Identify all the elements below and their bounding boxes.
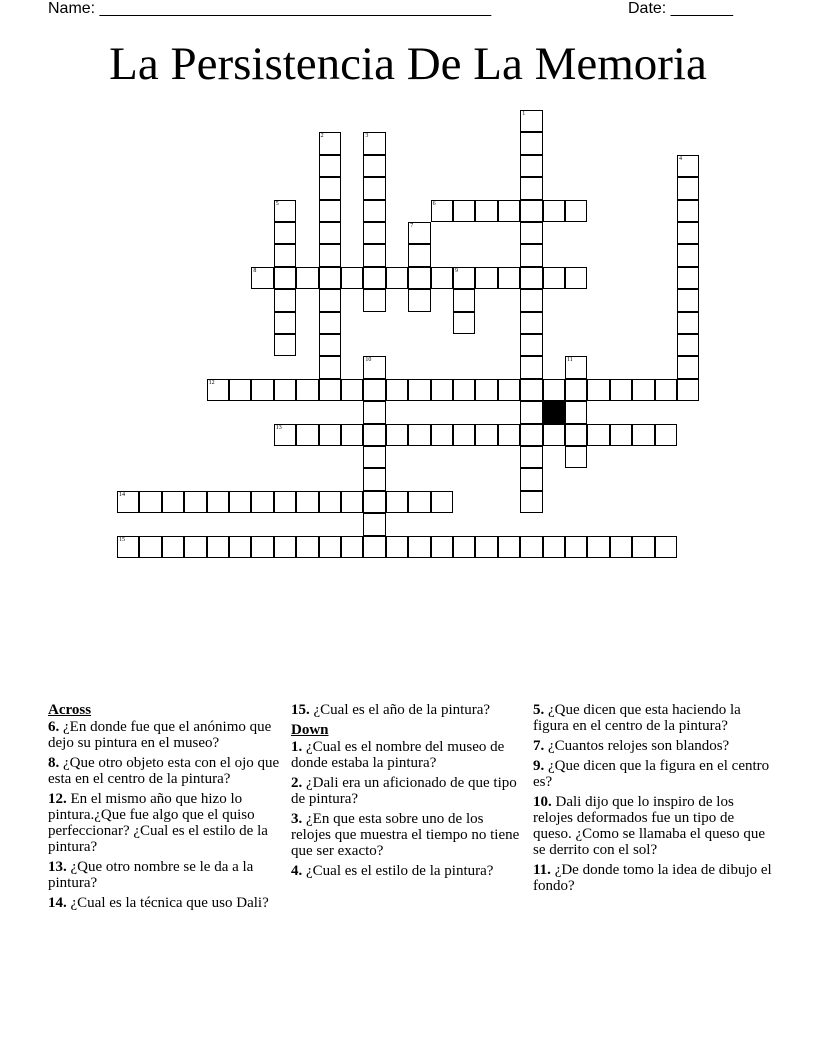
clue-text: ¿Cual es la técnica que uso Dali? <box>70 895 269 911</box>
crossword-cell[interactable] <box>655 536 677 558</box>
crossword-cell[interactable] <box>520 110 542 132</box>
name-field[interactable]: Name: ____________________________________________ <box>48 0 492 17</box>
crossword-cell[interactable] <box>431 267 453 289</box>
page-title: La Persistencia De La Memoria <box>109 38 707 90</box>
crossword-cell[interactable] <box>207 536 229 558</box>
crossword-cell[interactable] <box>274 267 296 289</box>
crossword-cell[interactable] <box>655 424 677 446</box>
crossword-cell[interactable] <box>341 536 363 558</box>
crossword-cell[interactable] <box>632 424 654 446</box>
crossword-cell[interactable] <box>520 267 542 289</box>
clue-number: 3. <box>291 811 303 827</box>
crossword-cell[interactable] <box>319 267 341 289</box>
cell-number: 13 <box>275 424 282 431</box>
crossword-black-square <box>543 401 565 423</box>
crossword-cell[interactable] <box>207 491 229 513</box>
crossword-cell[interactable] <box>274 536 296 558</box>
crossword-cell[interactable] <box>520 379 542 401</box>
crossword-cell[interactable] <box>520 155 542 177</box>
crossword-cell[interactable] <box>408 491 430 513</box>
clue-text: ¿Que dicen que la figura en el centro es? <box>533 758 770 790</box>
crossword-cell[interactable] <box>610 424 632 446</box>
clue-text: ¿Cual es el año de la pintura? <box>313 702 491 718</box>
crossword-cell[interactable] <box>520 468 542 490</box>
clue-across-13 <box>48 859 280 891</box>
crossword-cell[interactable] <box>453 200 475 222</box>
crossword-cell[interactable] <box>453 289 475 311</box>
crossword-cell[interactable] <box>520 244 542 266</box>
crossword-cell[interactable] <box>587 536 609 558</box>
crossword-cell[interactable] <box>274 379 296 401</box>
crossword-cell[interactable] <box>431 200 453 222</box>
crossword-cell[interactable] <box>363 468 385 490</box>
crossword-cell[interactable] <box>408 244 430 266</box>
crossword-cell[interactable] <box>520 491 542 513</box>
crossword-cell[interactable] <box>162 536 184 558</box>
clue-down-9 <box>533 758 773 790</box>
crossword-cell[interactable] <box>587 379 609 401</box>
crossword-cell[interactable] <box>498 424 520 446</box>
crossword-cell[interactable] <box>565 536 587 558</box>
crossword-cell[interactable] <box>431 536 453 558</box>
across-heading: Across <box>48 702 92 718</box>
crossword-cell[interactable] <box>386 424 408 446</box>
crossword-cell[interactable] <box>274 312 296 334</box>
clue-number: 7. <box>533 738 545 754</box>
crossword-cell[interactable] <box>139 491 161 513</box>
crossword-cell[interactable] <box>296 491 318 513</box>
crossword-cell[interactable] <box>677 155 699 177</box>
crossword-cell[interactable] <box>229 536 251 558</box>
crossword-cell[interactable] <box>274 334 296 356</box>
clue-text: ¿Que otro objeto esta con el ojo que esta en el centro de la pintura? <box>48 755 280 787</box>
clue-down-5 <box>533 702 773 734</box>
crossword-cell[interactable] <box>319 491 341 513</box>
crossword-cell[interactable] <box>363 222 385 244</box>
crossword-cell[interactable] <box>520 289 542 311</box>
crossword-cell[interactable] <box>498 536 520 558</box>
crossword-cell[interactable] <box>386 536 408 558</box>
clues-column-2 <box>291 702 523 883</box>
crossword-cell[interactable] <box>475 267 497 289</box>
crossword-cell[interactable] <box>408 289 430 311</box>
cell-number: 15 <box>119 536 125 543</box>
clue-text: ¿Que dicen que esta haciendo la figura en el centro de la pintura? <box>533 702 741 734</box>
crossword-cell[interactable] <box>610 379 632 401</box>
crossword-cell[interactable] <box>408 222 430 244</box>
crossword-cell[interactable] <box>341 379 363 401</box>
crossword-cell[interactable] <box>453 267 475 289</box>
crossword-cell[interactable] <box>296 379 318 401</box>
crossword-cell[interactable] <box>677 222 699 244</box>
crossword-cell[interactable] <box>363 401 385 423</box>
crossword-cell[interactable] <box>565 446 587 468</box>
crossword-cell[interactable] <box>251 267 273 289</box>
crossword-cell[interactable] <box>341 267 363 289</box>
crossword-cell[interactable] <box>363 513 385 535</box>
crossword-grid <box>117 110 699 558</box>
crossword-cell[interactable] <box>274 222 296 244</box>
clue-down-10 <box>533 794 773 858</box>
crossword-cell[interactable] <box>296 267 318 289</box>
crossword-cell[interactable] <box>319 356 341 378</box>
crossword-cell[interactable] <box>341 424 363 446</box>
crossword-cell[interactable] <box>319 177 341 199</box>
crossword-cell[interactable] <box>319 379 341 401</box>
crossword-cell[interactable] <box>498 200 520 222</box>
clue-down-3 <box>291 811 523 859</box>
crossword-cell[interactable] <box>453 379 475 401</box>
clue-across-12 <box>48 791 280 855</box>
down-heading: Down <box>291 722 329 738</box>
crossword-cell[interactable] <box>453 536 475 558</box>
crossword-cell[interactable] <box>565 200 587 222</box>
clue-across-14 <box>48 895 280 911</box>
crossword-cell[interactable] <box>677 177 699 199</box>
clue-down-2 <box>291 775 523 807</box>
crossword-cell[interactable] <box>587 424 609 446</box>
clue-across-15 <box>291 702 523 718</box>
crossword-cell[interactable] <box>565 401 587 423</box>
clue-text: ¿Cual es el estilo de la pintura? <box>306 863 494 879</box>
crossword-cell[interactable] <box>677 289 699 311</box>
crossword-cell[interactable] <box>319 334 341 356</box>
crossword-cell[interactable] <box>408 424 430 446</box>
crossword-cell[interactable] <box>319 132 341 154</box>
crossword-cell[interactable] <box>520 312 542 334</box>
crossword-cell[interactable] <box>319 424 341 446</box>
cell-number: 3 <box>365 133 369 140</box>
crossword-cell[interactable] <box>251 536 273 558</box>
cell-number: 4 <box>679 155 682 162</box>
crossword-cell[interactable] <box>453 424 475 446</box>
cell-number: 1 <box>522 111 526 117</box>
crossword-cell[interactable] <box>363 267 385 289</box>
crossword-cell[interactable] <box>386 267 408 289</box>
clue-text: ¿En donde fue que el anónimo que dejo su pintura en el museo? <box>48 719 272 751</box>
crossword-cell[interactable] <box>677 356 699 378</box>
crossword-cell[interactable] <box>251 379 273 401</box>
crossword-cell[interactable] <box>363 379 385 401</box>
crossword-cell[interactable] <box>520 401 542 423</box>
crossword-cell[interactable] <box>363 356 385 378</box>
clue-text: En el mismo año que hizo lo pintura.¿Que fue algo que el quiso perfeccionar? ¿Cual es el estilo de la pintura? <box>48 791 268 855</box>
crossword-cell[interactable] <box>565 267 587 289</box>
crossword-cell[interactable] <box>363 177 385 199</box>
crossword-cell[interactable] <box>677 200 699 222</box>
crossword-cell[interactable] <box>431 424 453 446</box>
crossword-cell[interactable] <box>520 334 542 356</box>
date-field[interactable]: Date: _______ <box>628 0 733 17</box>
clue-text: ¿Cual es el nombre del museo de donde estaba la pintura? <box>291 739 505 771</box>
cell-number: 9 <box>455 267 458 274</box>
crossword-cell[interactable] <box>475 424 497 446</box>
crossword-cell[interactable] <box>520 222 542 244</box>
clue-number: 11. <box>533 862 551 878</box>
crossword-cell[interactable] <box>386 491 408 513</box>
clue-number: 2. <box>291 775 303 791</box>
crossword-cell[interactable] <box>117 491 139 513</box>
crossword-cell[interactable] <box>520 424 542 446</box>
crossword-cell[interactable] <box>543 424 565 446</box>
clue-text: ¿Dali era un aficionado de que tipo de pintura? <box>291 775 517 807</box>
crossword-cell[interactable] <box>632 536 654 558</box>
clue-number: 14. <box>48 895 67 911</box>
crossword-cell[interactable] <box>363 491 385 513</box>
clues-column-1 <box>48 702 280 915</box>
crossword-cell[interactable] <box>363 446 385 468</box>
crossword-cell[interactable] <box>319 312 341 334</box>
crossword-cell[interactable] <box>251 491 273 513</box>
clue-number: 10. <box>533 794 552 810</box>
crossword-cell[interactable] <box>386 379 408 401</box>
clue-text: ¿En que esta sobre uno de los relojes que muestra el tiempo no tiene que ser exacto? <box>291 811 520 859</box>
clue-down-4 <box>291 863 523 879</box>
crossword-cell[interactable] <box>475 536 497 558</box>
crossword-cell[interactable] <box>677 334 699 356</box>
clue-text: ¿De donde tomo la idea de dibujo el fondo? <box>533 862 772 894</box>
clue-down-1 <box>291 739 523 771</box>
crossword-cell[interactable] <box>677 379 699 401</box>
crossword-cell[interactable] <box>498 267 520 289</box>
clue-across-6 <box>48 719 280 751</box>
cell-number: 8 <box>253 267 257 274</box>
crossword-cell[interactable] <box>319 222 341 244</box>
crossword-cell[interactable] <box>229 491 251 513</box>
crossword-cell[interactable] <box>229 379 251 401</box>
crossword-cell[interactable] <box>363 536 385 558</box>
crossword-cell[interactable] <box>677 267 699 289</box>
cell-number: 11 <box>567 357 573 364</box>
cell-number: 7 <box>410 223 414 229</box>
clue-down-7 <box>533 738 773 754</box>
crossword-cell[interactable] <box>363 132 385 154</box>
crossword-cell[interactable] <box>543 536 565 558</box>
crossword-cell[interactable] <box>363 155 385 177</box>
crossword-cell[interactable] <box>520 536 542 558</box>
crossword-cell[interactable] <box>274 289 296 311</box>
crossword-cell[interactable] <box>543 379 565 401</box>
crossword-cell[interactable] <box>520 446 542 468</box>
crossword-cell[interactable] <box>117 536 139 558</box>
clue-number: 6. <box>48 719 60 735</box>
clue-across-8 <box>48 755 280 787</box>
crossword-cell[interactable] <box>274 491 296 513</box>
crossword-cell[interactable] <box>632 379 654 401</box>
crossword-cell[interactable] <box>139 536 161 558</box>
crossword-cell[interactable] <box>184 491 206 513</box>
crossword-cell[interactable] <box>498 379 520 401</box>
clue-text: Dali dijo que lo inspiro de los relojes deformados fue un tipo de queso. ¿Como se llamaba el queso que se derrito con el sol? <box>533 794 766 858</box>
cell-number: 14 <box>119 491 125 498</box>
crossword-cell[interactable] <box>363 424 385 446</box>
crossword-cell[interactable] <box>296 424 318 446</box>
crossword-cell[interactable] <box>610 536 632 558</box>
crossword-cell[interactable] <box>475 200 497 222</box>
clue-text: ¿Que otro nombre se le da a la pintura? <box>48 859 254 891</box>
clues-column-3 <box>533 702 773 898</box>
clue-number: 5. <box>533 702 545 718</box>
crossword-cell[interactable] <box>565 356 587 378</box>
crossword-cell[interactable] <box>677 312 699 334</box>
cell-number: 2 <box>320 133 324 140</box>
clue-number: 12. <box>48 791 67 807</box>
crossword-cell[interactable] <box>431 491 453 513</box>
crossword-cell[interactable] <box>363 200 385 222</box>
clue-down-11 <box>533 862 773 894</box>
crossword-cell[interactable] <box>453 312 475 334</box>
crossword-cell[interactable] <box>363 289 385 311</box>
crossword-cell[interactable] <box>520 132 542 154</box>
crossword-cell[interactable] <box>207 379 229 401</box>
crossword-cell[interactable] <box>341 491 363 513</box>
crossword-cell[interactable] <box>184 536 206 558</box>
crossword-cell[interactable] <box>319 155 341 177</box>
header <box>48 0 768 22</box>
cell-number: 12 <box>208 379 215 386</box>
crossword-cell[interactable] <box>408 536 430 558</box>
crossword-cell[interactable] <box>408 379 430 401</box>
crossword-cell[interactable] <box>319 289 341 311</box>
clue-number: 1. <box>291 739 303 755</box>
crossword-cell[interactable] <box>565 424 587 446</box>
crossword-cell[interactable] <box>319 244 341 266</box>
crossword-cell[interactable] <box>363 244 385 266</box>
cell-number: 5 <box>275 200 279 207</box>
crossword-cell[interactable] <box>475 379 497 401</box>
crossword-cell[interactable] <box>319 200 341 222</box>
crossword-cell[interactable] <box>677 244 699 266</box>
clue-number: 8. <box>48 755 60 771</box>
clue-number: 15. <box>291 702 310 718</box>
crossword-cell[interactable] <box>431 379 453 401</box>
crossword-cell[interactable] <box>274 200 296 222</box>
crossword-cell[interactable] <box>274 424 296 446</box>
crossword-cell[interactable] <box>655 379 677 401</box>
crossword-cell[interactable] <box>543 267 565 289</box>
crossword-cell[interactable] <box>319 536 341 558</box>
cell-number: 6 <box>432 200 436 207</box>
clue-number: 9. <box>533 758 545 774</box>
cell-number: 10 <box>365 357 372 364</box>
crossword-cell[interactable] <box>520 356 542 378</box>
crossword-cell[interactable] <box>162 491 184 513</box>
crossword-cell[interactable] <box>520 200 542 222</box>
clue-number: 13. <box>48 859 67 875</box>
crossword-cell[interactable] <box>274 244 296 266</box>
clue-number: 4. <box>291 863 303 879</box>
crossword-cell[interactable] <box>408 267 430 289</box>
crossword-cell[interactable] <box>543 200 565 222</box>
crossword-cell[interactable] <box>296 536 318 558</box>
crossword-cell[interactable] <box>520 177 542 199</box>
crossword-cell[interactable] <box>565 379 587 401</box>
clue-text: ¿Cuantos relojes son blandos? <box>548 738 730 754</box>
